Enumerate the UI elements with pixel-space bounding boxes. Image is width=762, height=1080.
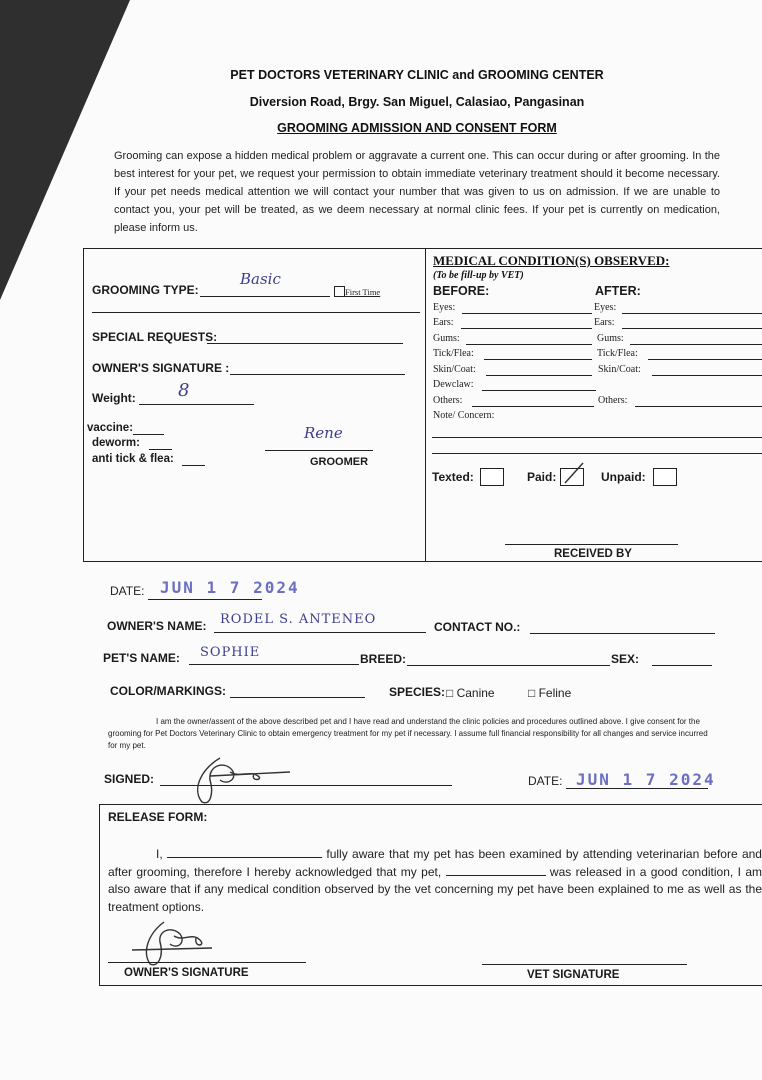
pets-name-value: SOPHIE <box>200 645 261 660</box>
before-heading: BEFORE: <box>433 284 490 298</box>
before-skin-coat-label: Skin/Coat: <box>433 364 476 375</box>
texted-label: Texted: <box>432 470 474 484</box>
species-label: SPECIES: <box>389 685 446 699</box>
before-tick-flea-label: Tick/Flea: <box>433 348 474 359</box>
received-by-label: RECEIVED BY <box>554 548 632 560</box>
check-mark-icon <box>559 461 585 485</box>
contact-no-label: CONTACT NO.: <box>434 620 521 634</box>
after-gums-label: Gums: <box>597 333 624 344</box>
release-text-1: fully aware that my pet has been examined by attending veterinarian before and after grooming, therefore I hereby acknowledged that my pet, <box>108 847 762 879</box>
first-time-checkbox[interactable] <box>334 286 345 297</box>
consent-paragraph: I am the owner/assent of the above described pet and I have read and understand the clinic policies and procedures outlined above. I give consent for the grooming for Pet Doctors Veterinary Clinic to obtain emergency treatment for my pet if necessary. I assume full financial responsibility for all changes and service incurred for my pet. <box>108 717 708 750</box>
color-markings-label: COLOR/MARKINGS: <box>110 684 226 698</box>
before-gums-label: Gums: <box>433 333 460 344</box>
vet-signature-label: VET SIGNATURE <box>527 969 620 981</box>
groomer-label: GROOMER <box>310 456 369 468</box>
after-ears-label: Ears: <box>594 317 615 328</box>
intro-paragraph: Grooming can expose a hidden medical problem or aggravate a current one. This can occur during or after grooming. In the best interest for your pet, we request your permission to obtain immediate veterinary treatment should it become necessary. If your pet needs medical attention we will contact your number that was given to us on admission. If we are unable to contact you, your pet will be treated, as we deem necessary at normal clinic fees. If your pet is currently on medication, please inform us. <box>114 150 720 234</box>
clinic-name: PET DOCTORS VETERINARY CLINIC and GROOMING CENTER <box>230 68 604 82</box>
pets-name-label: PET'S NAME: <box>103 651 180 665</box>
owner-signature-scribble <box>180 750 295 808</box>
release-text-2: was released in a good condition, I am also aware that if any medical condition observed by the vet concerning my pet have been explained to me as well as the treatment options. <box>108 864 762 914</box>
breed-label: BREED: <box>360 652 407 666</box>
special-requests-label: SPECIAL REQUESTS: <box>92 330 218 344</box>
medical-condition-title: MEDICAL CONDITION(S) OBSERVED: <box>433 253 670 268</box>
unpaid-label: Unpaid: <box>601 470 646 484</box>
form-title: GROOMING ADMISSION AND CONSENT FORM <box>277 121 557 135</box>
note-concern-label: Note/ Concern: <box>433 410 495 421</box>
dewclaw-label: Dewclaw: <box>433 379 474 390</box>
canine-option[interactable]: □ Canine <box>446 686 495 700</box>
after-eyes-label: Eyes: <box>594 302 617 313</box>
before-ears-label: Ears: <box>433 317 454 328</box>
after-skin-coat-label: Skin/Coat: <box>598 364 641 375</box>
first-time-label: First Time <box>345 287 381 297</box>
signed-date-stamp: JUN 1 7 2024 <box>576 770 716 789</box>
release-i: I, <box>156 847 163 861</box>
feline-option[interactable]: □ Feline <box>528 686 572 700</box>
date-label: DATE: <box>110 584 145 598</box>
deworm-label: deworm: <box>92 437 140 449</box>
owners-name-value: RODEL S. ANTENEO <box>220 612 377 627</box>
vet-note: (To be fill-up by VET) <box>433 270 524 281</box>
owners-signature-footer-label: OWNER'S SIGNATURE <box>124 967 249 979</box>
owners-signature-label: OWNER'S SIGNATURE : <box>92 361 230 375</box>
texted-checkbox[interactable] <box>480 468 504 486</box>
date-stamp: JUN 1 7 2024 <box>160 578 300 597</box>
signed-label: SIGNED: <box>104 772 155 786</box>
owners-name-label: OWNER'S NAME: <box>107 619 207 633</box>
unpaid-checkbox[interactable] <box>653 468 677 486</box>
anti-tick-flea-label: anti tick & flea: <box>92 453 174 465</box>
before-others-label: Others: <box>433 395 463 406</box>
paid-label: Paid: <box>527 470 557 484</box>
sex-label: SEX: <box>611 652 640 666</box>
release-paragraph <box>108 846 762 916</box>
signed-date-label: DATE: <box>528 774 563 788</box>
grooming-type-value: Basic <box>240 270 281 288</box>
clinic-address: Diversion Road, Brgy. San Miguel, Calasiao, Pangasinan <box>249 95 585 109</box>
vaccine-label: vaccine: <box>87 422 134 434</box>
weight-label: Weight: <box>92 391 136 405</box>
after-tick-flea-label: Tick/Flea: <box>597 348 638 359</box>
before-eyes-label: Eyes: <box>433 302 456 313</box>
weight-value: 8 <box>178 380 190 401</box>
after-others-label: Others: <box>598 395 628 406</box>
paid-checkbox[interactable] <box>560 468 584 486</box>
grooming-type-label: GROOMING TYPE: <box>92 283 199 297</box>
after-heading: AFTER: <box>595 284 641 298</box>
release-form-title: RELEASE FORM: <box>108 810 208 824</box>
box-divider <box>425 249 426 561</box>
groomer-signature: Rene <box>304 424 343 442</box>
